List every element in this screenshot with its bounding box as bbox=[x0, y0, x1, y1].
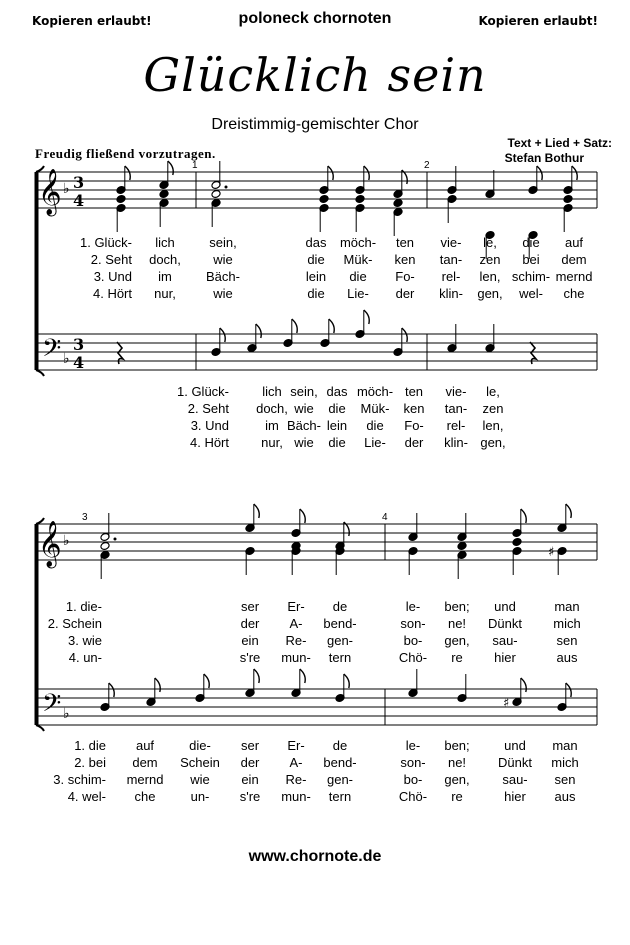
song-subtitle: Dreistimmig-gemischter Chor bbox=[211, 116, 419, 133]
note-head bbox=[355, 195, 365, 204]
lyric-syllable: die bbox=[328, 435, 346, 450]
lyric-syllable: vie- bbox=[440, 235, 462, 250]
lyric-syllable: die bbox=[328, 401, 346, 416]
sharp-sign-icon: ♯ bbox=[548, 545, 555, 560]
lyric-syllable: Er- bbox=[287, 738, 305, 753]
lyric-syllable: ken bbox=[394, 252, 416, 267]
lyric-syllable: dem bbox=[132, 755, 158, 770]
lyric-syllable: wie bbox=[213, 252, 233, 267]
time-signature: 3 bbox=[73, 173, 85, 192]
lyric-syllable: der bbox=[395, 286, 415, 301]
note-flag bbox=[329, 319, 334, 333]
lyric-syllable: le- bbox=[405, 599, 421, 614]
lyric-syllable: klin- bbox=[439, 286, 463, 301]
lyric-syllable: 4. un- bbox=[68, 650, 102, 665]
credits-author: Stefan Bothur bbox=[504, 151, 584, 165]
lyric-syllable: doch, bbox=[256, 401, 288, 416]
lyric-syllable: Dünkt bbox=[498, 755, 532, 770]
lyric-syllable: Mük- bbox=[343, 252, 373, 267]
lyric-syllable: die bbox=[307, 252, 325, 267]
lyric-syllable: Er- bbox=[287, 599, 305, 614]
note-flag bbox=[328, 166, 333, 180]
lyric-syllable: tan- bbox=[444, 401, 468, 416]
lyric-syllable: Chö- bbox=[398, 789, 428, 804]
time-signature: 4 bbox=[73, 191, 85, 210]
lyric-syllable: und bbox=[494, 599, 516, 614]
lyric-syllable: tern bbox=[328, 650, 352, 665]
lyric-syllable: rel- bbox=[441, 269, 461, 284]
lyric-syllable: Bäch- bbox=[287, 418, 321, 433]
lyric-syllable: A- bbox=[289, 755, 303, 770]
note-head bbox=[319, 195, 329, 204]
copy-permission-left: Kopieren erlaubt! bbox=[32, 14, 152, 28]
note-head bbox=[159, 190, 169, 199]
lyric-syllable: che bbox=[134, 789, 156, 804]
lyric-syllable: das bbox=[305, 235, 327, 250]
lyric-syllable: sein, bbox=[209, 235, 237, 250]
lyric-syllable: sein, bbox=[290, 384, 318, 399]
lyric-syllable: die bbox=[349, 269, 367, 284]
note-flag bbox=[254, 504, 259, 518]
lyric-syllable: auf bbox=[564, 235, 584, 250]
lyric-syllable: Lie- bbox=[364, 435, 386, 450]
lyric-syllable: Chö- bbox=[398, 650, 428, 665]
note-flag bbox=[521, 678, 526, 692]
lyric-syllable: auf bbox=[135, 738, 155, 753]
lyric-syllable: le- bbox=[405, 738, 421, 753]
note-head bbox=[457, 542, 467, 551]
note-flag bbox=[125, 166, 130, 180]
lyric-syllable: 2. Seht bbox=[187, 401, 229, 416]
lyric-syllable: len, bbox=[479, 269, 501, 284]
lyric-syllable: ne! bbox=[447, 616, 467, 631]
lyric-syllable: aus bbox=[556, 650, 578, 665]
bass-clef-icon: 𝄢 bbox=[42, 334, 62, 369]
note-head bbox=[393, 199, 403, 208]
lyric-syllable: Dünkt bbox=[488, 616, 522, 631]
note-flag bbox=[292, 319, 297, 333]
lyric-syllable: mernd bbox=[126, 772, 164, 787]
lyric-syllable: 2. Schein bbox=[47, 616, 102, 631]
lyric-syllable: 3. schim- bbox=[53, 772, 106, 787]
lyric-syllable: ten bbox=[395, 235, 415, 250]
lyric-syllable: Bäch- bbox=[206, 269, 240, 284]
note-flag bbox=[402, 328, 407, 342]
lyric-syllable: die bbox=[307, 286, 325, 301]
flat-sign-icon: ♭ bbox=[63, 706, 70, 722]
lyric-syllable: nur, bbox=[261, 435, 283, 450]
note-flag bbox=[521, 509, 526, 523]
lyric-syllable: ser bbox=[240, 738, 260, 753]
lyric-syllable: le, bbox=[483, 235, 497, 250]
lyric-syllable: und bbox=[504, 738, 526, 753]
note-flag bbox=[537, 166, 542, 180]
lyric-syllable: gen, bbox=[477, 286, 503, 301]
lyric-syllable: s're bbox=[239, 650, 261, 665]
treble-clef-icon: 𝄞 bbox=[38, 169, 62, 215]
lyric-syllable: bei bbox=[522, 252, 540, 267]
lyric-syllable: im bbox=[158, 269, 172, 284]
lyric-syllable: man bbox=[552, 738, 578, 753]
copy-permission-right: Kopieren erlaubt! bbox=[478, 14, 598, 28]
lyric-syllable: nur, bbox=[154, 286, 176, 301]
lyric-syllable: Re- bbox=[285, 633, 307, 648]
lyric-syllable: gen, bbox=[480, 435, 506, 450]
lyric-syllable: gen- bbox=[326, 633, 354, 648]
note-flag bbox=[364, 310, 369, 324]
lyric-syllable: son- bbox=[400, 616, 426, 631]
lyric-syllable: tan- bbox=[439, 252, 463, 267]
note-head bbox=[211, 190, 221, 199]
lyric-syllable: 3. Und bbox=[190, 418, 229, 433]
lyric-syllable: wie bbox=[213, 286, 233, 301]
lyric-syllable: lich bbox=[155, 235, 175, 250]
lyric-syllable: 1. Glück- bbox=[176, 384, 229, 399]
lyric-syllable: aus bbox=[554, 789, 576, 804]
lyric-syllable: son- bbox=[400, 755, 426, 770]
lyric-syllable: 1. die- bbox=[65, 599, 102, 614]
note-flag bbox=[204, 674, 209, 688]
lyric-syllable: 1. die bbox=[74, 738, 106, 753]
lyric-syllable: gen, bbox=[444, 772, 470, 787]
lyric-syllable: wie bbox=[294, 435, 314, 450]
lyric-syllable: ken bbox=[403, 401, 425, 416]
lyric-syllable: bend- bbox=[323, 616, 357, 631]
note-flag bbox=[256, 324, 261, 338]
lyric-syllable: re bbox=[451, 789, 463, 804]
song-title: Glücklich sein bbox=[143, 48, 487, 102]
lyric-syllable: lein bbox=[305, 269, 327, 284]
lyric-syllable: Re- bbox=[285, 772, 307, 787]
lyric-syllable: ben; bbox=[444, 599, 470, 614]
bass-clef-icon: 𝄢 bbox=[42, 689, 62, 724]
lyric-syllable: 4. wel- bbox=[67, 789, 106, 804]
lyric-syllable: wie bbox=[294, 401, 314, 416]
measure-number: 2 bbox=[424, 160, 430, 171]
lyric-syllable: die- bbox=[189, 738, 211, 753]
system-bracket bbox=[36, 370, 44, 376]
note-flag bbox=[300, 669, 305, 683]
tempo-marking: Freudig fließend vorzutragen. bbox=[35, 146, 216, 161]
lyric-syllable: sen bbox=[556, 633, 578, 648]
site-title: poloneck chornoten bbox=[238, 10, 392, 27]
lyric-syllable: der bbox=[404, 435, 424, 450]
flat-sign-icon: ♭ bbox=[63, 351, 70, 367]
lyric-syllable: gen- bbox=[326, 772, 354, 787]
lyric-syllable: hier bbox=[494, 650, 516, 665]
lyric-syllable: das bbox=[326, 384, 348, 399]
dot bbox=[225, 186, 228, 189]
lyric-syllable: ben; bbox=[444, 738, 470, 753]
measure-number: 1 bbox=[192, 160, 198, 171]
lyric-syllable: 1. Glück- bbox=[79, 235, 132, 250]
lyric-syllable: 2. bei bbox=[74, 755, 106, 770]
lyric-syllable: Schein bbox=[180, 755, 220, 770]
measure-number: 4 bbox=[382, 512, 388, 523]
note-head bbox=[100, 542, 110, 551]
website-footer: www.chornote.de bbox=[248, 848, 382, 865]
lyric-syllable: sen bbox=[554, 772, 576, 787]
note-flag bbox=[254, 669, 259, 683]
measure-number: 3 bbox=[82, 512, 88, 523]
dot bbox=[114, 538, 117, 541]
note-head bbox=[116, 195, 126, 204]
lyric-syllable: wel- bbox=[519, 286, 543, 301]
lyric-syllable: 2. Seht bbox=[90, 252, 132, 267]
lyric-syllable: 4. Hört bbox=[92, 286, 132, 301]
lyric-syllable: ein bbox=[241, 772, 259, 787]
lyric-syllable: hier bbox=[504, 789, 526, 804]
lyric-syllable: lein bbox=[326, 418, 348, 433]
lyric-syllable: tern bbox=[328, 789, 352, 804]
lyric-syllable: der bbox=[240, 755, 260, 770]
lyric-syllable: sau- bbox=[492, 633, 518, 648]
lyric-syllable: ten bbox=[404, 384, 424, 399]
treble-clef-icon: 𝄞 bbox=[38, 521, 62, 567]
lyric-syllable: mich bbox=[553, 616, 581, 631]
lyric-syllable: A- bbox=[289, 616, 303, 631]
lyric-syllable: len, bbox=[482, 418, 504, 433]
lyric-syllable: rel- bbox=[446, 418, 466, 433]
lyric-syllable: klin- bbox=[444, 435, 468, 450]
credits-label: Text + Lied + Satz: bbox=[507, 136, 612, 150]
note-flag bbox=[566, 504, 571, 518]
note-flag bbox=[566, 683, 571, 697]
lyric-syllable: im bbox=[265, 418, 279, 433]
lyric-syllable: der bbox=[240, 616, 260, 631]
system-bracket bbox=[36, 725, 44, 731]
note-flag bbox=[109, 683, 114, 697]
lyric-syllable: bo- bbox=[403, 633, 423, 648]
lyric-syllable: lich bbox=[262, 384, 282, 399]
note-flag bbox=[168, 161, 173, 175]
lyric-syllable: dem bbox=[561, 252, 587, 267]
lyric-syllable: schim- bbox=[511, 269, 551, 284]
note-flag bbox=[572, 166, 577, 180]
lyric-syllable: un- bbox=[190, 789, 210, 804]
lyric-syllable: Fo- bbox=[404, 418, 424, 433]
lyric-syllable: de bbox=[332, 599, 348, 614]
lyric-syllable: Lie- bbox=[347, 286, 369, 301]
lyric-syllable: 3. wie bbox=[68, 633, 102, 648]
lyric-syllable: zen bbox=[482, 401, 504, 416]
lyric-syllable: mernd bbox=[555, 269, 593, 284]
lyric-syllable: zen bbox=[479, 252, 501, 267]
lyric-syllable: möch- bbox=[356, 384, 394, 399]
lyric-syllable: de bbox=[332, 738, 348, 753]
lyric-syllable: die bbox=[522, 235, 540, 250]
lyric-syllable: 4. Hört bbox=[189, 435, 229, 450]
lyric-syllable: man bbox=[554, 599, 580, 614]
sharp-sign-icon: ♯ bbox=[503, 696, 510, 711]
note-flag bbox=[300, 509, 305, 523]
lyric-syllable: mun- bbox=[281, 789, 311, 804]
lyric-syllable: mun- bbox=[281, 650, 311, 665]
note-head bbox=[512, 538, 522, 547]
note-head bbox=[563, 195, 573, 204]
lyric-syllable: re bbox=[451, 650, 463, 665]
lyric-syllable: doch, bbox=[149, 252, 181, 267]
time-signature: 4 bbox=[73, 353, 85, 372]
lyric-syllable: mich bbox=[551, 755, 579, 770]
lyric-syllable: 3. Und bbox=[93, 269, 132, 284]
lyric-syllable: s're bbox=[239, 789, 261, 804]
lyric-syllable: bend- bbox=[323, 755, 357, 770]
lyric-syllable: ein bbox=[241, 633, 259, 648]
lyric-syllable: Mük- bbox=[360, 401, 390, 416]
lyric-syllable: le, bbox=[486, 384, 500, 399]
note-flag bbox=[344, 674, 349, 688]
lyric-syllable: ser bbox=[240, 599, 260, 614]
lyric-syllable: möch- bbox=[339, 235, 377, 250]
lyric-syllable: vie- bbox=[445, 384, 467, 399]
note-flag bbox=[220, 328, 225, 342]
flat-sign-icon: ♭ bbox=[63, 181, 70, 197]
lyric-syllable: bo- bbox=[403, 772, 423, 787]
lyric-syllable: die bbox=[366, 418, 384, 433]
lyric-syllable: Fo- bbox=[395, 269, 415, 284]
flat-sign-icon: ♭ bbox=[63, 533, 70, 549]
time-signature: 3 bbox=[73, 335, 85, 354]
lyric-syllable: che bbox=[563, 286, 585, 301]
lyric-syllable: ne! bbox=[447, 755, 467, 770]
lyric-syllable: gen, bbox=[444, 633, 470, 648]
lyric-syllable: wie bbox=[190, 772, 210, 787]
note-flag bbox=[155, 678, 160, 692]
lyric-syllable: sau- bbox=[502, 772, 528, 787]
note-flag bbox=[364, 166, 369, 180]
